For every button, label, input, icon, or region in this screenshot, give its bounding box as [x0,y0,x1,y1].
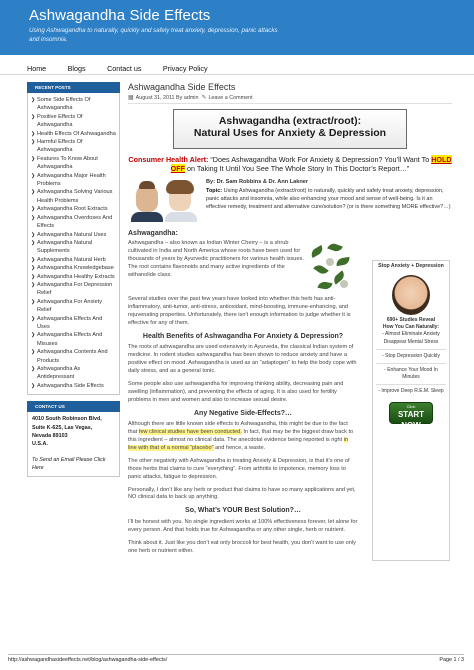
ad-heading: Stop Anxiety + Depression [378,263,444,269]
section-heading: Health Benefits of Ashwagandha For Anxiety & Depression? [142,332,344,340]
recent-posts-list [27,93,120,395]
alert-hold-off: HOLD OFF [170,155,452,173]
ad-line: Disappear Mental Stress [383,338,439,345]
smiling-woman-image [392,275,430,315]
author-info [202,178,452,222]
ad-line: - Almost Eliminate Anxiety [382,331,440,338]
address-line: Suite K-625, Las Vegas, [32,424,93,431]
ad-line: 690+ Studies Reveal [386,317,436,323]
site-title[interactable]: Ashwagandha Side Effects [29,7,211,24]
sidebar-post-link[interactable] [31,172,116,189]
email-link[interactable]: To Send an Email Please Click Here [32,456,106,472]
sidebar-post-label: Ashwagandha For Anxiety Relief [37,298,102,314]
sidebar-post-label: Ashwagandha For Depression Relief [37,281,113,297]
post-date: August 31, 2011 By admin [135,94,199,101]
paragraph: Ashwagandha – also known as Indian Winter Cherry – is a shrub cultivated in India and North America whose roots have been used for thousands of years by Ayurvedic practitioners for various health issues. The root contains flavonoids and many active ingredients of the withanolide class. [128,240,304,278]
section-heading: Any Negative Side-Effects?… [193,409,293,417]
recent-posts-heading: RECENT POSTS [27,82,120,93]
chevron-right-icon: ❯ [31,273,36,280]
chevron-right-icon: ❯ [31,315,36,322]
sidebar-post-label: Harmful Effects Of Ashwagandha [37,139,83,154]
chevron-right-icon: ❯ [31,172,36,179]
chevron-right-icon: ❯ [31,139,36,146]
sidebar-post-label: Ashwagandha Solving Various Health Problems [37,189,113,204]
site-header [0,0,474,55]
consumer-health-alert [128,155,452,173]
sidebar-post-label: Ashwagandha As Antidepressant [37,366,81,381]
ad-line: - Stop Depression Quickly [382,352,440,359]
sidebar-post-link[interactable] [31,256,116,264]
chevron-right-icon: ❯ [31,298,36,305]
sidebar-post-label: Ashwagandha Major Health Problems [37,172,106,188]
sidebar-post-link[interactable] [31,188,116,205]
sidebar-post-link[interactable] [31,155,116,172]
paragraph: Several studies over the past few years have looked into whether this herb has anti-inflammatory, anti-tumor, anti-stress, antioxidant, mind-boosting, immune-enhancing, and rejuvenating properties. Unfortunately, there isn’t enough information to judge whether it is effective for any of them. [128,296,351,326]
sidebar-post-link[interactable] [31,205,116,213]
address-line: Nevada 89103 [32,433,68,440]
sidebar-post-link[interactable] [31,264,116,272]
article-body [128,230,358,561]
alert-text: “Does Ashwagandha Work For Anxiety & Depression? You’ll Want To [208,155,432,164]
alert-text-2: on Taking It Until You See The Whole Story In This Doctor’s Report…” [185,164,410,173]
main-nav [0,58,474,75]
ad-line: - Improve Deep R.E.M. Sleep [378,388,444,395]
sidebar-post-label: Health Effects Of Ashwagandha [37,130,116,137]
nav-home[interactable]: Home [27,64,47,73]
chevron-right-icon: ❯ [31,231,36,238]
author-photos [128,178,202,222]
topic: Topic: Using Ashwagandha (extract/root) to naturally, quickly and safely treat anxiety, depression, panic attacks and insomnia, while also enhancing your mood and sense of well-being. Is it an effective remedy, treatment and alternative cure/solution? (or is there something MORE effective?…) [206,188,451,210]
contact-heading: CONTACT US [27,401,120,412]
page-number: Page 1 / 3 [439,657,464,663]
nav-contact-us[interactable]: Contact us [107,64,142,73]
chevron-right-icon: ❯ [31,155,36,162]
sidebar-post-link[interactable] [31,348,116,365]
sidebar-post-link[interactable] [31,113,116,130]
byline: By: Dr. Sam Robbins & Dr. Ann Lakner [206,179,309,185]
sidebar-post-label: Ashwagandha Knowledgebase [37,265,114,272]
author-photo-female [169,183,191,211]
sidebar-post-link[interactable] [31,138,116,155]
section-heading: So, What’s YOUR Best Solution?… [185,507,301,515]
paragraph: Although there are little known side effects to Ashwagandha, this might be due to the fact that few clinical studies have been conducted. In fact, that may be the biggest draw back to this ingredient – almost no clinical data. The anecdotal evidence being reported is right in line with that of a normal “placebo” and hence, a waste. [128,421,354,451]
sidebar-post-label: Positive Effects Of Ashwagandha [37,113,83,129]
sidebar-post-link[interactable] [31,331,116,348]
nav-privacy-policy[interactable]: Privacy Policy [162,64,208,73]
sidebar [27,82,120,477]
chevron-right-icon: ❯ [31,366,36,372]
sidebar-post-label: Features To Know About Ashwagandha [37,155,98,171]
leave-comment-link[interactable]: Leave a Comment [208,94,253,101]
sidebar-post-label: Ashwagandha Natural Uses [37,231,107,238]
post-title[interactable]: Ashwagandha Side Effects [128,82,236,92]
contact-widget [27,401,120,476]
banner-line-2: Natural Uses for Anxiety & Depression [193,127,387,139]
site-tagline: Using Ashwagandha to naturally, quickly and safely treat anxiety, depression, panic attacks and insomnia. [29,27,278,43]
footer-url: http://ashwagandhasideeffects.net/blog/ashwagandha-side-effects/ [8,657,168,663]
sidebar-post-label: Ashwagandha Natural Herb [37,256,106,263]
sidebar-post-link[interactable] [31,281,116,298]
sidebar-post-link[interactable] [31,96,116,113]
author-photo-male [136,184,158,212]
chevron-right-icon: ❯ [31,382,36,389]
sidebar-post-link[interactable] [31,239,116,256]
stop-anxiety-ad[interactable] [372,260,450,561]
paragraph: The roots of ashwagandha are used extensively in Ayurveda, the classical Indian system of medicine. In rodent studies ashwagandha has been shown to reduce anxiety and have a positive effect on mood. Ashwagandha is used as an “adaptogen” to help the body cope with daily stress, and as a general tonic. [128,344,357,374]
sidebar-post-link[interactable] [31,273,116,281]
chevron-right-icon: ❯ [31,256,36,263]
chevron-right-icon: ❯ [31,349,36,356]
sidebar-post-link[interactable] [31,214,116,231]
sidebar-post-label: Some Side Effects Of Ashwagandha [37,97,91,112]
paragraph: Personally, I don’t like any herb or product that claims to have so many applications and yet, NO clinical data to back up anything. [128,486,356,501]
sidebar-post-label: Ashwagandha Effects And Uses [37,315,103,330]
comment-icon: ✎ [201,95,207,101]
sidebar-post-link[interactable] [31,382,116,390]
chevron-right-icon: ❯ [31,97,36,103]
paragraph: Think about it. Just like you don’t eat only broccoli for best health, you don’t want to use only one herb or nutrient either. [128,539,356,554]
section-heading: Ashwagandha: [128,230,178,237]
sidebar-post-link[interactable] [31,315,116,332]
sidebar-post-link[interactable] [31,130,116,138]
chevron-right-icon: ❯ [31,113,36,120]
post-meta [128,94,452,104]
chevron-right-icon: ❯ [31,332,36,339]
nav-blogs[interactable]: Blogs [67,64,86,73]
chevron-right-icon: ❯ [31,206,36,213]
address-line: U.S.A. [32,441,48,448]
paragraph: Some people also use ashwagandha for improving thinking ability, decreasing pain and swelling (inflammation), and preventing the effects of aging. It is also used for fertility problems in men and women and also to increase sexual desire. [128,380,344,403]
chevron-right-icon: ❯ [31,214,36,221]
sidebar-post-label: Ashwagandha Contents And Products [37,349,108,364]
start-now-button[interactable]: Click START NOW .com [389,402,433,424]
sidebar-post-label: Ashwagandha Natural Supplements [37,239,93,255]
sidebar-post-label: Ashwagandha Root Extracts [37,206,108,213]
ashwagandha-plant-image [306,240,358,296]
footer-divider [8,654,464,655]
chevron-right-icon: ❯ [31,189,36,196]
chevron-right-icon: ❯ [31,265,36,272]
sidebar-post-label: Ashwagandha Healthy Extracts [37,273,115,280]
paragraph: The other negativity with Ashwagandha in treating Anxiety & Depression, is that it’s one of those herbs that claims to cure “everything”. From arthritis to impotence, memory loss to panic attacks, fatigue to depression. [128,457,350,480]
ad-line: How You Can Naturally: [382,324,440,331]
banner-line-1: Ashwagandha (extract/root): [218,115,362,127]
chevron-right-icon: ❯ [31,239,36,246]
sidebar-post-label: Ashwagandha Side Effects [37,382,104,389]
sidebar-post-link[interactable] [31,298,116,315]
sidebar-post-label: Ashwagandha Effects And Misuses [37,332,103,347]
main-content [128,82,452,561]
chevron-right-icon: ❯ [31,281,36,288]
alert-label: Consumer Health Alert: [128,155,209,164]
article-body-row [128,230,452,561]
article-banner [173,109,407,149]
sidebar-post-label: Ashwagandha Overdoses And Effects [37,214,113,230]
paragraph: I’ll be honest with you. No single ingredient works at 100% effectiveness forever, let alone for every person. And that holds true for Ashwagandha or any other single, herb or nutrient. [128,518,358,533]
ad-line: - Enhance Your Mood In Minutes [384,367,438,381]
chevron-right-icon: ❯ [31,130,36,137]
author-row [128,178,452,222]
sidebar-post-link[interactable] [31,231,116,239]
calendar-icon: ▦ [128,95,134,101]
contact-box [27,412,120,476]
address-line: 4010 South Robinson Blvd, [32,416,102,423]
sidebar-post-link[interactable] [31,365,116,382]
